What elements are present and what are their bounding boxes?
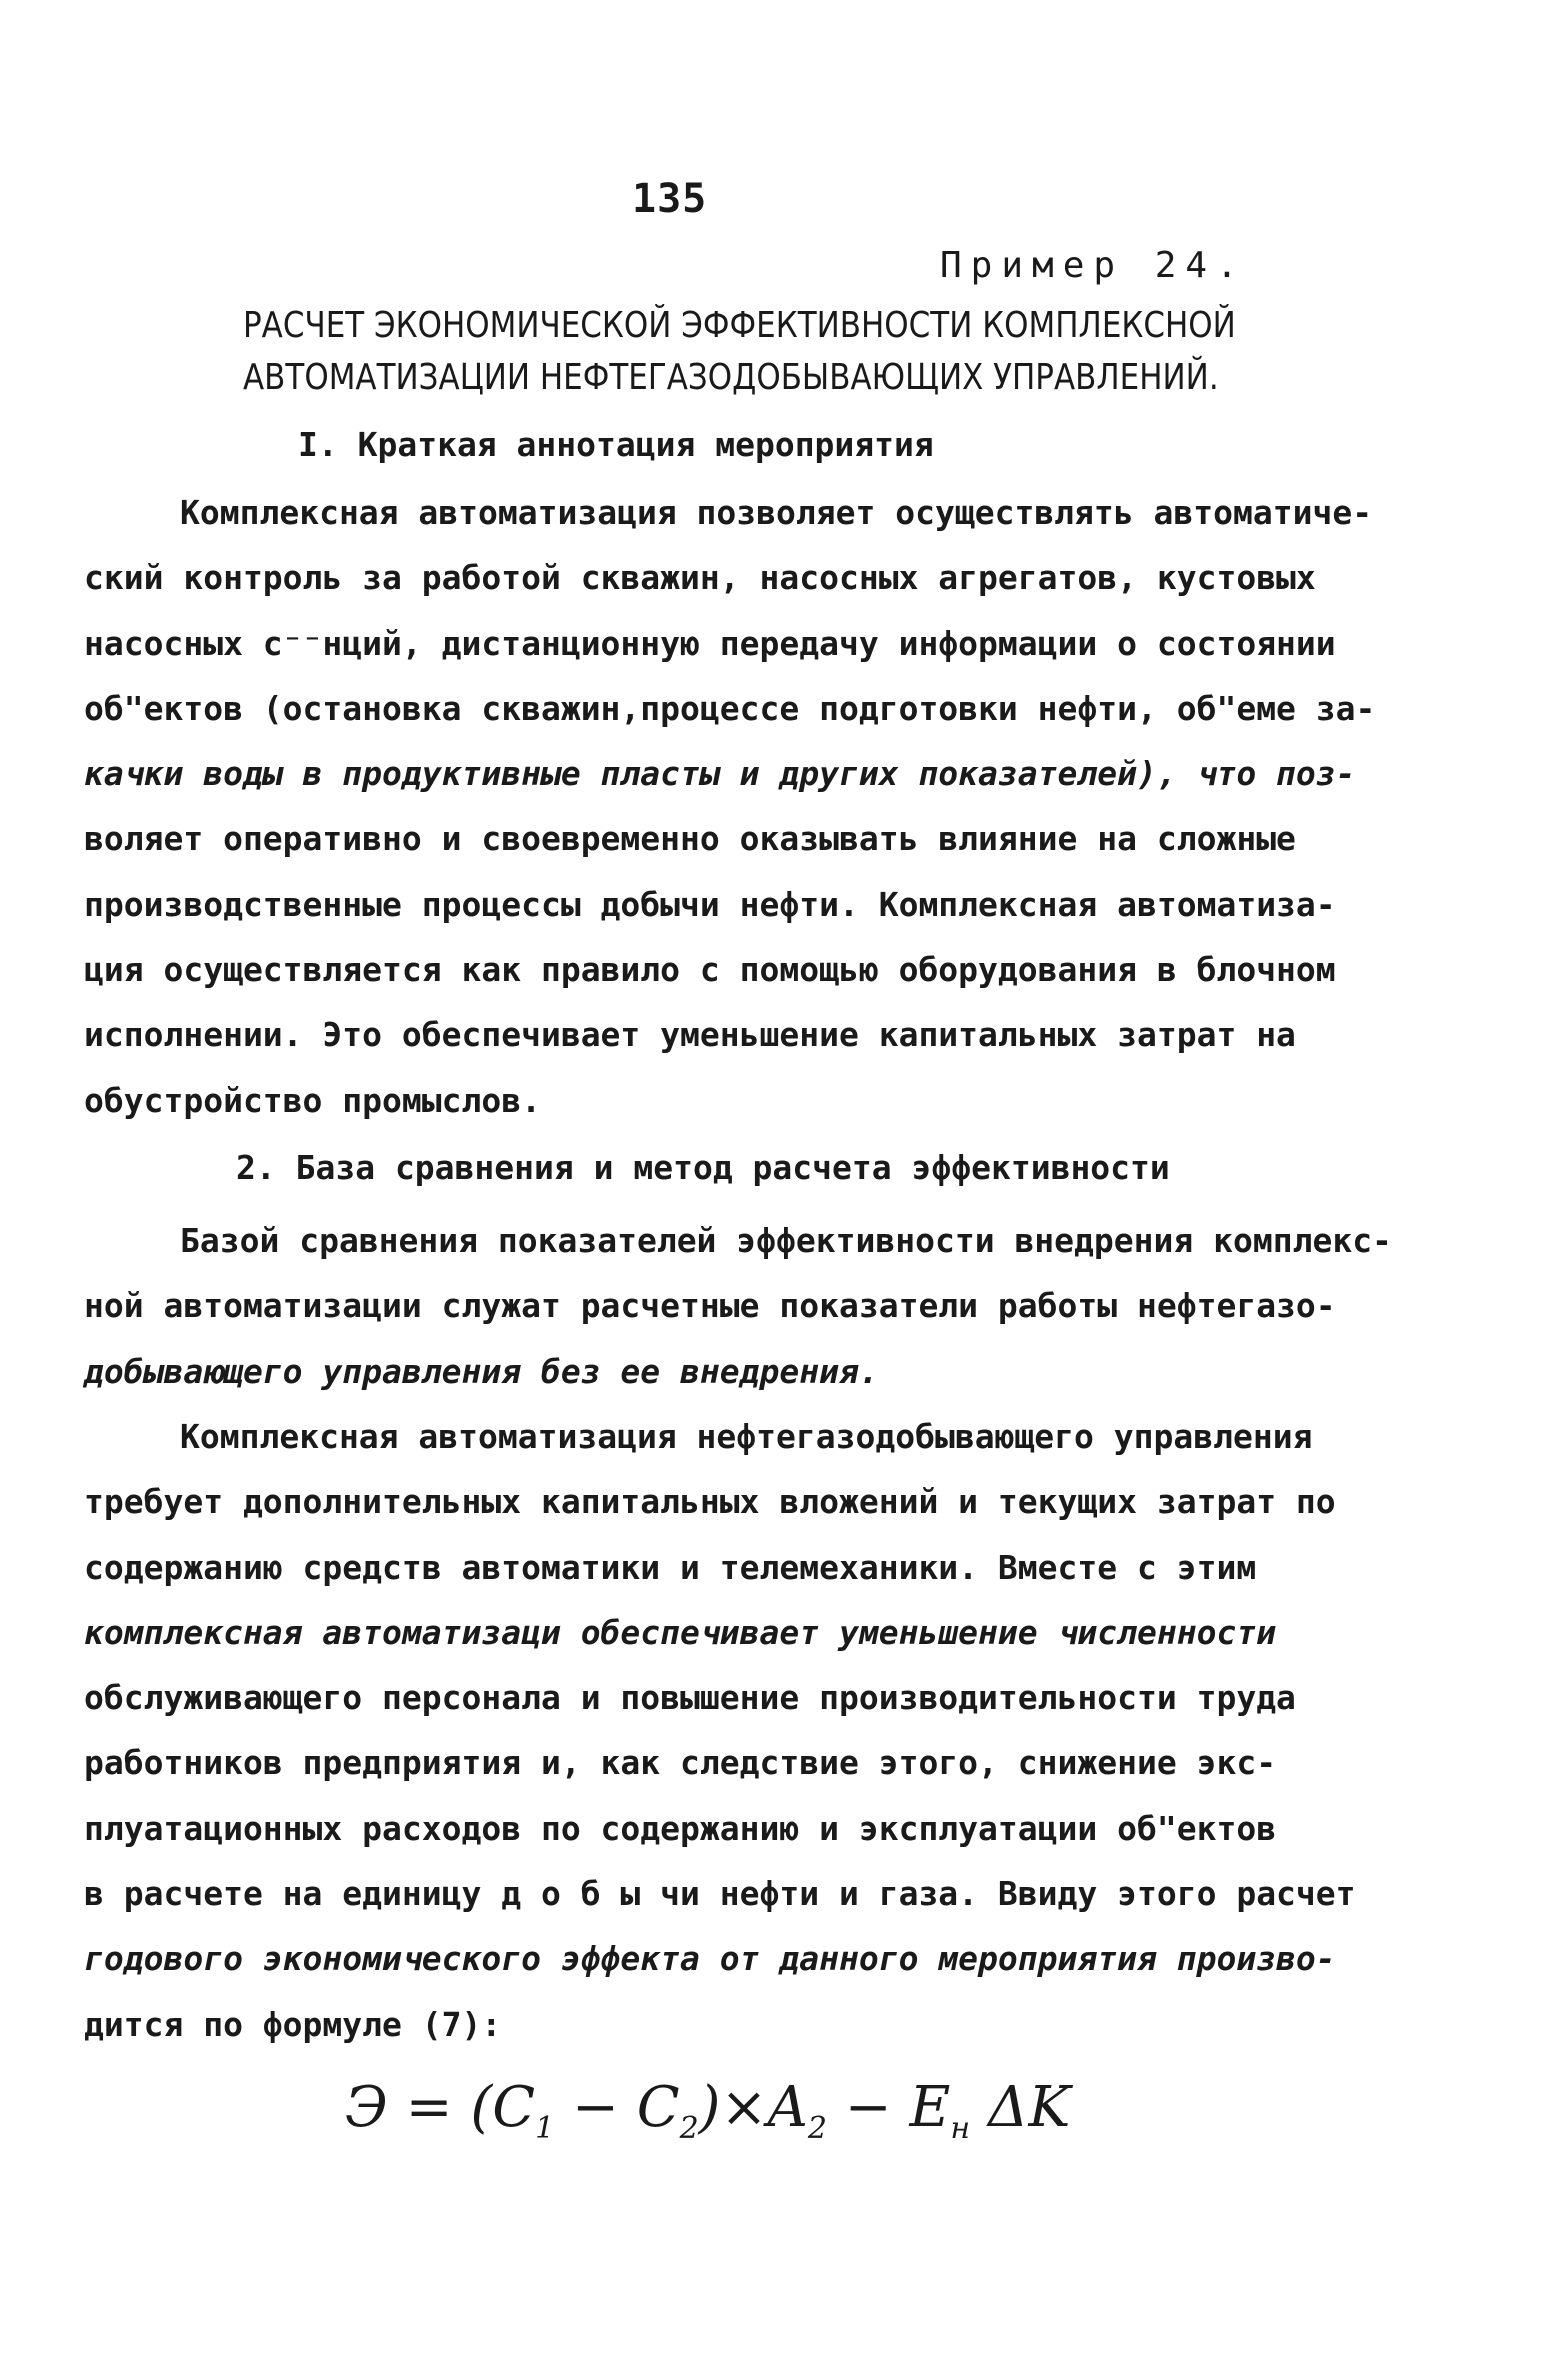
text-line: исполнении. Это обеспечивает уменьшение капитальных затрат на (84, 1015, 1296, 1055)
formula-c1: C (492, 2075, 536, 2140)
title-line: АВТОМАТИЗАЦИИ НЕФТЕГАЗОДОБЫВАЮЩИХ УПРАВЛЕНИЙ. (243, 357, 1219, 398)
text-line: содержанию средств автоматики и телемеханики. Вместе с этим (84, 1547, 1257, 1587)
formula-minus: − (827, 2075, 910, 2140)
document-title (243, 300, 1275, 404)
text-line: комплексная автоматизаци обеспечивает уменьшение численности (84, 1612, 1277, 1652)
text-line: насосных с⁻⁻нций, дистанционную передачу информации о состоянии (84, 623, 1336, 663)
page-number: 135 (632, 176, 708, 222)
section1-paragraph (84, 480, 1404, 1133)
text-line: воляет оперативно и своевременно оказывать влияние на сложные (84, 819, 1296, 859)
formula-a-sub: 2 (807, 2111, 827, 2147)
section2-paragraph-2 (84, 1404, 1404, 2057)
text-line: качки воды в продуктивные пласты и других показателей), что поз- (84, 754, 1356, 794)
text-line: требует дополнительных капитальных вложений и текущих затрат по (84, 1482, 1336, 1522)
formula-c2: C (636, 2075, 680, 2140)
formula-c1-sub: 1 (535, 2111, 555, 2147)
text-line: об"ектов (остановка скважин,процессе подготовки нефти, об"еме за- (84, 688, 1376, 728)
formula-c2-sub: 2 (679, 2111, 699, 2147)
text-line: обустройство промыслов. (84, 1080, 541, 1120)
formula-k: K (1028, 2075, 1071, 2140)
formula-lhs: Э (345, 2075, 388, 2140)
example-label: Пример 24. (940, 245, 1247, 286)
text-line: ция осуществляется как правило с помощью оборудования в блочном (84, 950, 1336, 990)
formula-delta: Δ (970, 2075, 1029, 2140)
section1-heading: I. Краткая аннотация мероприятия (298, 425, 934, 464)
text-line: ной автоматизации служат расчетные показатели работы нефтегазо- (84, 1286, 1336, 1326)
text-line: производственные процессы добычи нефти. Комплексная автоматиза- (84, 884, 1336, 924)
section2-heading: 2. База сравнения и метод расчета эффективности (236, 1148, 1170, 1187)
text-line: работников предприятия и, как следствие этого, снижение экс- (84, 1743, 1277, 1783)
formula-e-sub: н (950, 2111, 971, 2147)
text-line: в расчете на единицу д о б ы чи нефти и газа. Ввиду этого расчет (84, 1874, 1356, 1914)
formula-a: A (767, 2075, 808, 2140)
formula-eq: = ( (387, 2075, 493, 2140)
formula-minus: − (554, 2075, 637, 2140)
section2-paragraph-1 (84, 1208, 1404, 1404)
text-line: обслуживающего персонала и повышение производительности труда (84, 1678, 1296, 1718)
text-line: Комплексная автоматизация нефтегазодобывающего управления (180, 1417, 1313, 1456)
text-line: плуатационных расходов по содержанию и эксплуатации об"ектов (84, 1808, 1277, 1848)
formula (345, 2075, 1070, 2146)
text-line: годового экономического эффекта от данного мероприятия произво- (84, 1939, 1336, 1979)
formula-times: )× (698, 2075, 768, 2140)
text-line: Базой сравнения показателей эффективности внедрения комплекс- (180, 1221, 1392, 1260)
text-line: дится по формуле (7): (84, 2004, 502, 2044)
text-line: ский контроль за работой скважин, насосных агрегатов, кустовых (84, 558, 1316, 598)
text-line: Комплексная автоматизация позволяет осуществлять автоматиче- (180, 493, 1373, 532)
title-line: РАСЧЕТ ЭКОНОМИЧЕСКОЙ ЭФФЕКТИВНОСТИ КОМПЛЕКСНОЙ (243, 305, 1236, 346)
formula-e: E (909, 2075, 951, 2140)
text-line: добывающего управления без ее внедрения. (84, 1351, 879, 1391)
